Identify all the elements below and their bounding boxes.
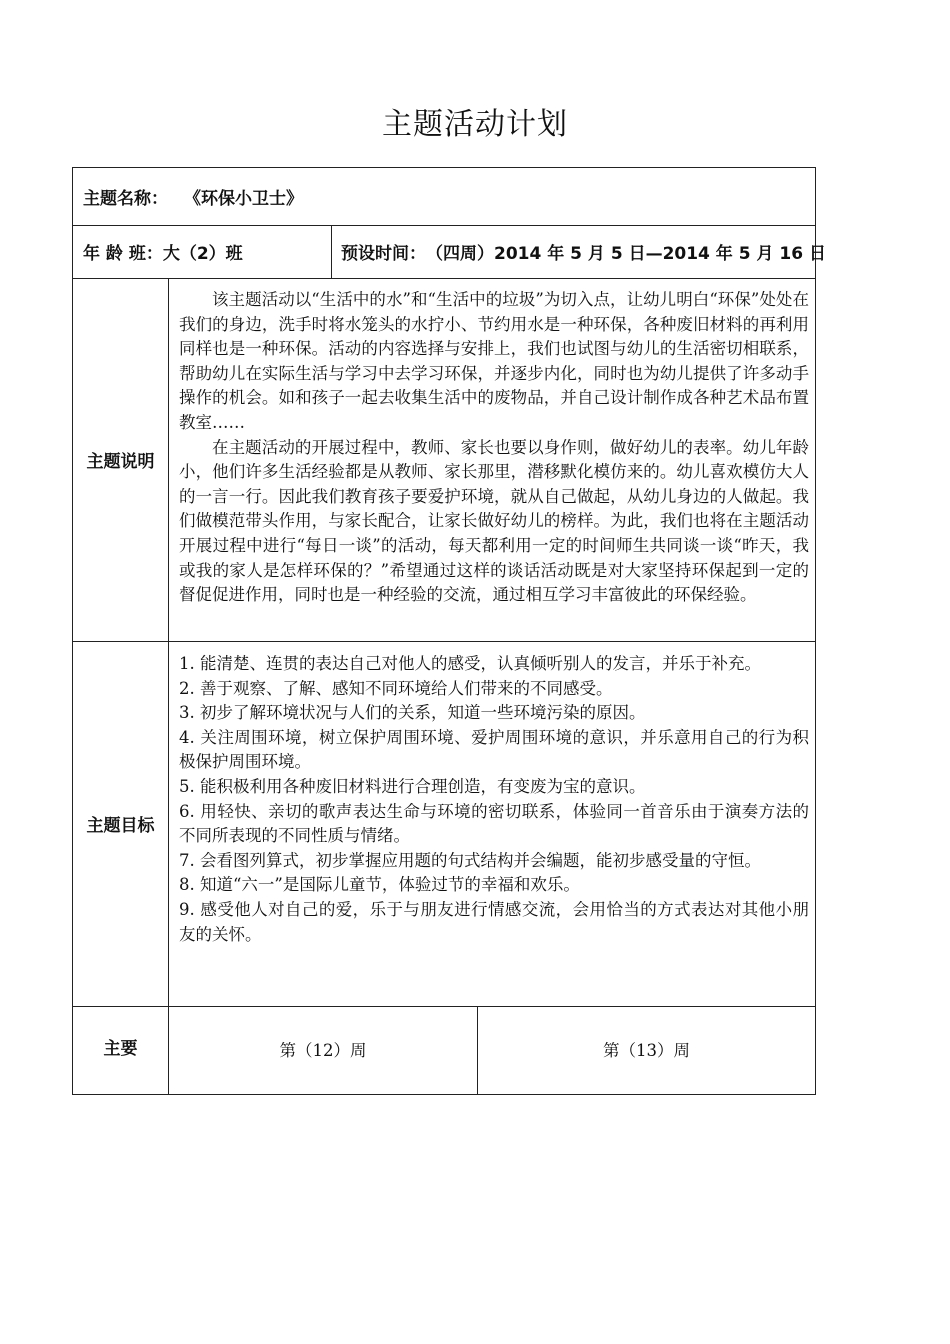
goal-item: 3. 初步了解环境状况与人们的关系，知道一些环境污染的原因。 xyxy=(179,703,646,723)
description-label-cell xyxy=(73,278,168,641)
theme-name-label: 主题名称： xyxy=(83,189,168,209)
preset-time-label: 预设时间： xyxy=(341,244,426,264)
week-13-label: 第（13）周 xyxy=(603,1040,690,1060)
goal-item: 5. 能积极利用各种废旧材料进行合理创造，有变废为宝的意识。 xyxy=(179,776,646,796)
goal-item: 1. 能清楚、连贯的表达自己对他人的感受，认真倾听别人的发言，并乐于补充。 xyxy=(179,654,761,673)
page-title: 主题活动计划 xyxy=(382,107,568,142)
plan-table xyxy=(72,167,826,1095)
week-13-cell xyxy=(478,1006,815,1095)
column-divider xyxy=(168,278,169,1095)
preset-time-value: （四周）2014 年 5 月 5 日—2014 年 5 月 16 日 xyxy=(426,244,826,264)
column-divider xyxy=(331,225,332,279)
week-12-label: 第（12）周 xyxy=(279,1040,367,1060)
goal-item: 7. 会看图列算式，初步掌握应用题的句式结构并会编题，能初步感受量的守恒。 xyxy=(179,850,761,870)
age-class-text: 年 龄 班：大（2）班 xyxy=(83,244,243,264)
goal-item: 8. 知道“六一”是国际儿童节，体验过节的幸福和欢乐。 xyxy=(179,875,580,895)
theme-name-value: 《环保小卫士》 xyxy=(184,189,303,209)
description-paragraph: 在主题活动的开展过程中，教师、家长也要以身作则，做好幼儿的表率。幼儿年龄小，他们许多生活经验都是从教师、家长那里，潜移默化模仿来的。幼儿喜欢模仿大人的一言一行。因此我们教育孩子要爱护环境，就从自己做起，从幼儿身边的人做起。我们做模范带头作用，与家长配合，让家长做好幼儿的榜样。为此，我们也将在主题活动开展过程中进行“每日一谈”的活动，每天都利用一定的时间师生共同谈一谈“昨天，我或我的家人是怎样环保的？”希望通过这样的谈话活动既是对大家坚持环保起到一定的督促促进作用，同时也是一种经验的交流，通过相互学习丰富彼此的环保经验。 xyxy=(179,437,809,605)
goal-item: 9. 感受他人对自己的爱，乐于与朋友进行情感交流，会用恰当的方式表达对其他小朋友的关怀。 xyxy=(179,899,809,944)
description-paragraph: 该主题活动以“生活中的水”和“生活中的垃圾”为切入点，让幼儿明白“环保”处处在我们的身边，洗手时将水笼头的水拧小、节约用水是一种环保，各种废旧材料的再利用同样也是一种环保。活动的内容选择与安排上，我们也试图与幼儿的生活密切相联系，帮助幼儿在实际生活与学习中去学习环保，并逐步内化，同时也为幼儿提供了许多动手操作的机会。如和孩子一起去收集生活中的废物品，并自己设计制作成各种艺术品布置教室…… xyxy=(179,290,809,432)
goals-list xyxy=(179,652,809,947)
preset-time-cell xyxy=(341,225,826,278)
description-label: 主题说明 xyxy=(86,452,155,472)
main-label-cell xyxy=(73,1006,168,1095)
goal-item: 6. 用轻快、亲切的歌声表达生命与环境的密切联系，体验同一首音乐由于演奏方法的不同所表现的不同性质与情绪。 xyxy=(179,801,809,846)
age-class-cell xyxy=(83,225,328,278)
description-text xyxy=(179,288,809,608)
goals-label-cell xyxy=(73,641,168,1006)
row-divider xyxy=(73,641,815,642)
goals-label: 主题目标 xyxy=(86,816,155,836)
goal-item: 4. 关注周围环境，树立保护周围环境、爱护周围环境的意识，并乐意用自己的行为积极保护周围环境。 xyxy=(179,727,809,772)
week-12-cell xyxy=(169,1006,477,1095)
row-divider xyxy=(73,278,815,279)
goal-item: 2. 善于观察、了解、感知不同环境给人们带来的不同感受。 xyxy=(179,678,613,698)
theme-name-cell xyxy=(83,168,803,225)
main-label: 主要 xyxy=(103,1039,138,1059)
